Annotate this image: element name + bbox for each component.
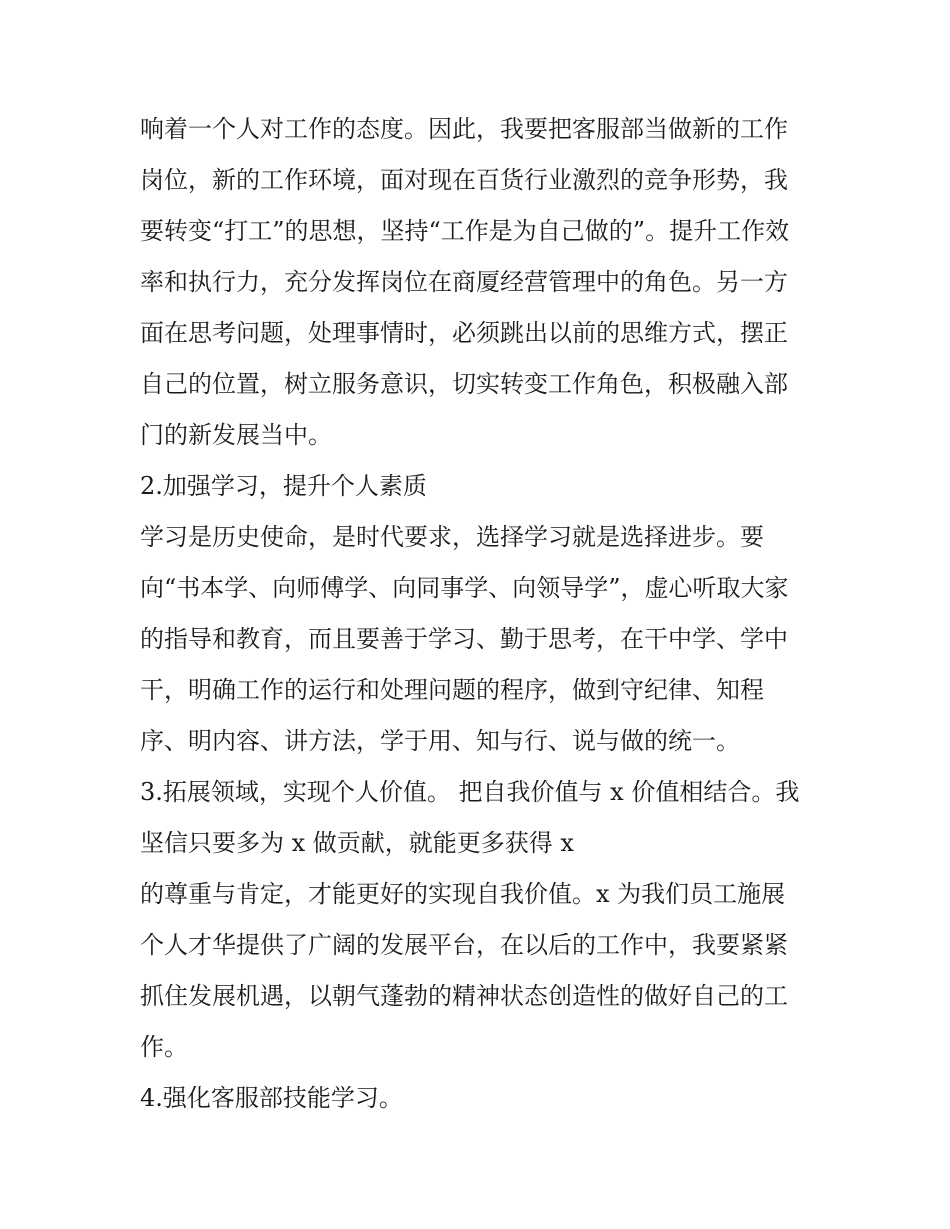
- text-line: 响着一个人对工作的态度。因此，我要把客服部当做新的工作: [140, 115, 788, 143]
- text-line: 学习是历史使命，是时代要求，选择学习就是选择进步。要: [140, 523, 764, 551]
- text-line: 的尊重与肯定，才能更好的实现自我价值。x 为我们员工施展: [140, 880, 786, 908]
- text-line: 自己的位置，树立服务意识，切实转变工作角色，积极融入部: [140, 370, 788, 398]
- section-heading-4: 4.强化客服部技能学习。: [140, 1084, 403, 1112]
- text-line: 面在思考问题，处理事情时，必须跳出以前的思维方式，摆正: [140, 319, 788, 347]
- text-line: 干，明确工作的运行和处理问题的程序，做到守纪律、知程: [140, 676, 764, 704]
- text-line: 要转变“打工”的思想，坚持“工作是为自己做的”。提升工作效: [140, 217, 790, 245]
- text-line: 坚信只要多为 x 做贡献，就能更多获得 x: [140, 829, 574, 857]
- text-line: 向“书本学、向师傅学、向同事学、向领导学”，虚心听取大家: [140, 574, 789, 602]
- text-line: 率和执行力，充分发挥岗位在商厦经营管理中的角色。另一方: [140, 268, 788, 296]
- section-heading-2: 2.加强学习，提升个人素质: [140, 472, 427, 500]
- text-line: 序、明内容、讲方法，学于用、知与行、说与做的统一。: [140, 727, 740, 755]
- text-line: 个人才华提供了广阔的发展平台，在以后的工作中，我要紧紧: [140, 931, 788, 959]
- text-line: 门的新发展当中。: [140, 421, 332, 449]
- body-text: [140, 104, 820, 1124]
- text-line: 岗位，新的工作环境，面对现在百货行业激烈的竞争形势，我: [140, 166, 788, 194]
- text-line: 的指导和教育，而且要善于学习、勤于思考，在干中学、学中: [140, 625, 788, 653]
- text-line: 作。: [140, 1033, 188, 1061]
- text-line: 抓住发展机遇，以朝气蓬勃的精神状态创造性的做好自己的工: [140, 982, 788, 1010]
- section-heading-3: 3.拓展领域，实现个人价值。 把自我价值与 x 价值相结合。我: [140, 778, 800, 806]
